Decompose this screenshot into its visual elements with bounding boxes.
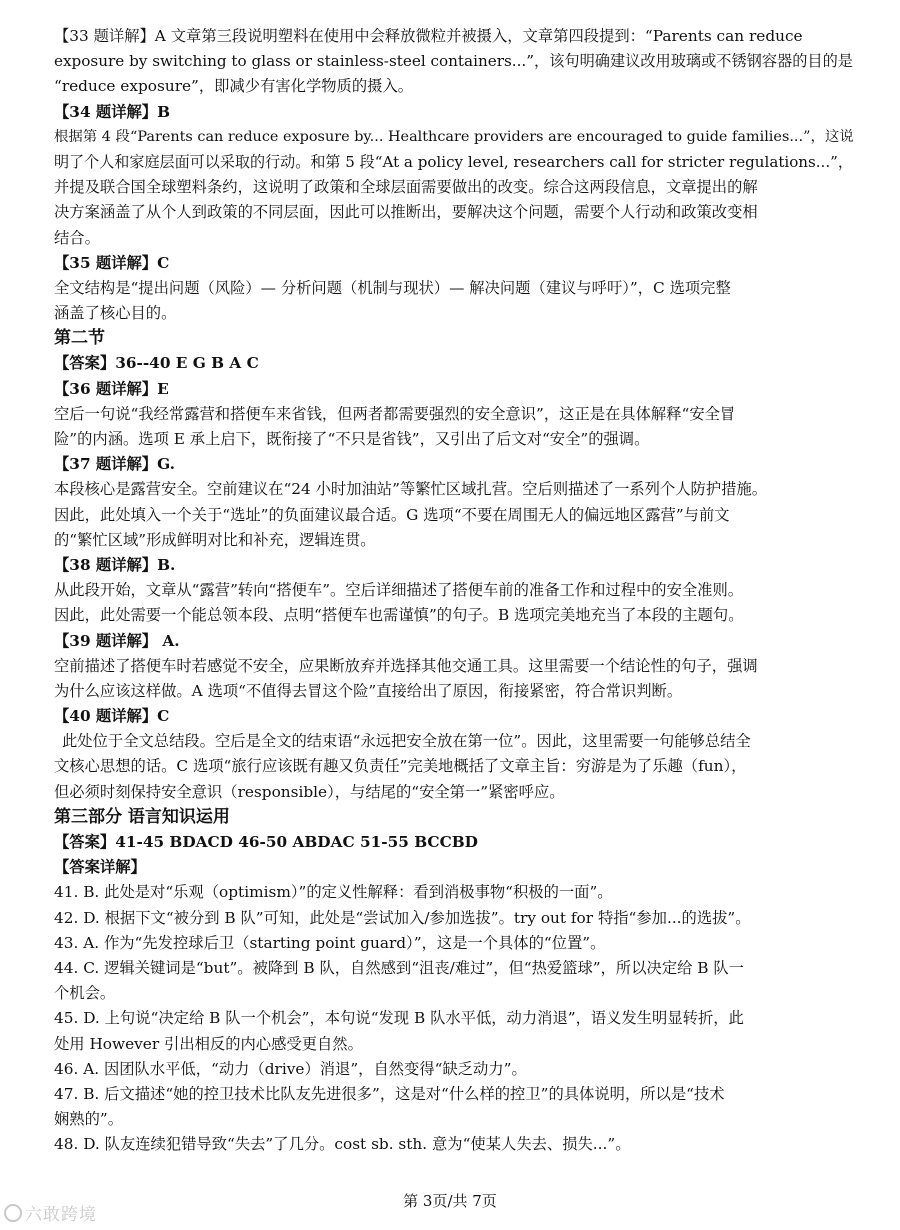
section-heading: 【37 题详解】G. [54, 455, 175, 474]
text-line: 涵盖了核心目的。 [54, 304, 177, 323]
section-heading: 【40 题详解】C [54, 707, 170, 726]
section-heading: 第三部分 语言知识运用 [54, 806, 230, 827]
text-line: 本段核心是露营安全。空前建议在“24 小时加油站”等繁忙区域扎营。空后则描述了一系列个人防护措施。 [54, 480, 768, 499]
text-line: 此处位于全文总结段。空后是全文的结束语“永远把安全放在第一位”。因此，这里需要一句能够总结全 [62, 732, 751, 751]
watermark [4, 1200, 97, 1225]
text-line: 决方案涵盖了从个人到政策的不同层面，因此可以推断出，要解决这个问题，需要个人行动和政策改变相 [54, 203, 758, 222]
text-line: 43. A. 作为“先发控球后卫（starting point guard）”，这是一个具体的“位置”。 [54, 933, 606, 952]
text-line: 文核心思想的话。C 选项“旅行应该既有趣又负责任”完美地概括了文章主旨：穷游是为了乐趣（fun）， [54, 757, 747, 776]
section-heading: 第二节 [54, 328, 105, 349]
page-number: 第 3页/共 7页 [403, 1192, 497, 1210]
text-line: 为什么应该这样做。A 选项“不值得去冒这个险”直接给出了原因，衔接紧密，符合常识判断。 [54, 681, 683, 700]
text-line: 空前描述了搭便车时若感觉不安全，应果断放弃并选择其他交通工具。这里需要一个结论性的句子，强调 [54, 656, 758, 675]
watermark-text: 六敢跨境 [25, 1205, 97, 1225]
section-heading: 【35 题详解】C [54, 253, 170, 272]
text-line: 【33 题详解】A 文章第三段说明塑料在使用中会释放微粒并被摄入，文章第四段提到：“Parents can reduce [54, 27, 803, 45]
text-line: 空后一句说“我经常露营和搭便车来省钱，但两者都需要强烈的安全意识”，这正是在具体解释“安全冒 [54, 404, 736, 423]
text-line: 因此，此处填入一个关于“选址”的负面建议最合适。G 选项“不要在周围无人的偏远地区露营”与前文 [54, 505, 730, 524]
text-line: 并提及联合国全球塑料条约，这说明了政策和全球层面需要做出的改变。综合这两段信息，文章提出的解 [54, 178, 758, 197]
watermark-logo-icon [4, 1204, 22, 1222]
text-line: 明了个人和家庭层面可以采取的行动。和第 5 段“At a policy level, researchers call for stricter regulations...”， [54, 152, 853, 171]
text-line: “reduce exposure”，即减少有害化学物质的摄入。 [54, 77, 414, 96]
text-line: 因此，此处需要一个能总领本段、点明“搭便车也需谨慎”的句子。B 选项完美地充当了本段的主题句。 [54, 606, 744, 625]
section-heading: 【答案详解】 [54, 858, 146, 877]
text-line: 48. D. 队友连续犯错导致“失去”了几分。cost sb. sth. 意为“使某人失去、损失...”。 [54, 1135, 631, 1154]
text-line: 娴熟的”。 [54, 1110, 124, 1129]
section-heading: 【答案】41-45 BDACD 46-50 ABDAC 51-55 BCCBD [54, 833, 478, 851]
text-line: 根据第 4 段“Parents can reduce exposure by... Healthcare providers are encouraged to guide families...”，这说 [54, 128, 854, 145]
text-line: 45. D. 上句说“决定给 B 队一个机会”，本句说“发现 B 队水平低，动力消退”，语义发生明显转折，此 [54, 1009, 744, 1028]
document-body [54, 24, 854, 1157]
text-line: 46. A. 因团队水平低，“动力（drive）消退”，自然变得“缺乏动力”。 [54, 1059, 527, 1078]
text-line: 全文结构是“提出问题（风险）— 分析问题（机制与现状）— 解决问题（建议与呼吁）”，C 选项完整 [54, 278, 731, 297]
section-heading: 【38 题详解】B. [54, 555, 176, 574]
text-line: 但必须时刻保持安全意识（responsible），与结尾的“安全第一”紧密呼应。 [54, 782, 565, 801]
text-line: exposure by switching to glass or stainless-steel containers...”，该句明确建议改用玻璃或不锈钢容器的目的是 [54, 52, 853, 71]
text-line: 的“繁忙区域”形成鲜明对比和补充，逻辑连贯。 [54, 530, 376, 549]
section-heading: 【34 题详解】B [54, 102, 171, 121]
text-line: 47. B. 后文描述“她的控卫技术比队友先进很多”，这是对“什么样的控卫”的具体说明，所以是“技术 [54, 1084, 725, 1103]
section-heading: 【答案】36--40 E G B A C [54, 354, 259, 373]
text-line: 结合。 [54, 228, 100, 247]
text-line: 44. C. 逻辑关键词是“but”。被降到 B 队，自然感到“沮丧/难过”，但“热爱篮球”，所以决定给 B 队一 [54, 958, 744, 977]
text-line: 42. D. 根据下文“被分到 B 队”可知，此处是“尝试加入/参加选拔”。try out for 特指“参加...的选拔”。 [54, 908, 751, 927]
text-line: 41. B. 此处是对“乐观（optimism）”的定义性解释：看到消极事物“积极的一面”。 [54, 883, 613, 902]
text-line: 从此段开始，文章从“露营”转向“搭便车”。空后详细描述了搭便车前的准备工作和过程中的安全准则。 [54, 581, 744, 600]
text-line: 险”的内涵。选项 E 承上启下，既衔接了“不只是省钱”，又引出了后文对“安全”的强调。 [54, 430, 650, 448]
section-heading: 【36 题详解】E [54, 379, 169, 398]
section-heading: 【39 题详解】 A. [54, 631, 180, 650]
text-line: 处用 However 引出相反的内心感受更自然。 [54, 1034, 363, 1053]
text-line: 个机会。 [54, 984, 116, 1003]
